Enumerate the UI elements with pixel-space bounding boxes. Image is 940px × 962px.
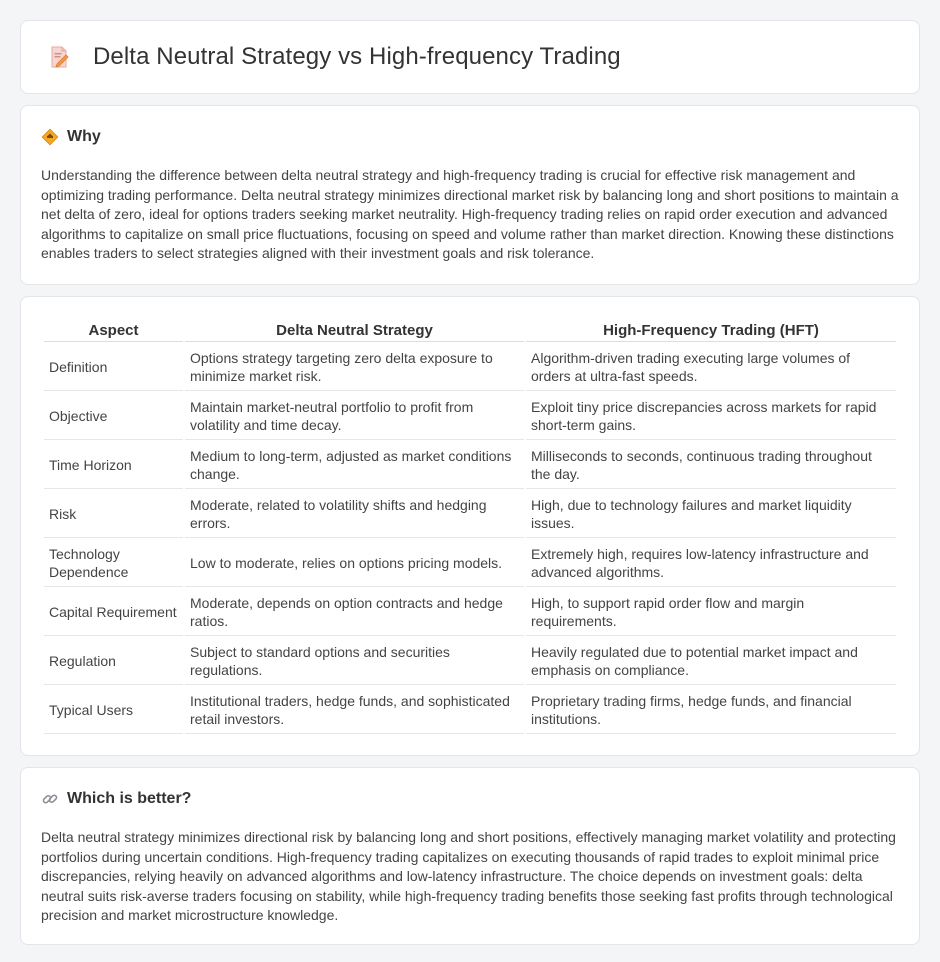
hft-cell: High, to support rapid order flow and margin requirements. (526, 589, 896, 636)
table-row (44, 491, 896, 538)
which-title: Which is better? (67, 790, 192, 807)
which-section (20, 767, 920, 945)
table-header-row (44, 319, 896, 342)
delta-neutral-cell: Moderate, related to volatility shifts and hedging errors. (185, 491, 524, 538)
table-row (44, 442, 896, 489)
delta-neutral-cell: Options strategy targeting zero delta exposure to minimize market risk. (185, 344, 524, 391)
title-card (20, 20, 920, 94)
hft-cell: High, due to technology failures and market liquidity issues. (526, 491, 896, 538)
aspect-cell: Objective (44, 393, 183, 440)
comparison-table-card (20, 296, 920, 756)
which-body: Delta neutral strategy minimizes directional risk by balancing long and short positions, effectively managing market volatility and protecting portfolios during uncertain conditions. High-frequency trading capitalizes on executing thousands of rapid trades to exploit minimal price discrepancies, relying heavily on advanced algorithms and low-latency infrastructure. The choice depends on investment goals: delta neutral suits risk-averse traders focusing on stability, while high-frequency trading benefits those seeking fast profits through technological precision and market microstructure knowledge. (41, 829, 896, 924)
hft-cell: Heavily regulated due to potential market impact and emphasis on compliance. (526, 638, 896, 685)
table-row (44, 344, 896, 391)
aspect-cell: Capital Requirement (44, 589, 183, 636)
why-body: Understanding the difference between delta neutral strategy and high-frequency trading is crucial for effective risk management and optimizing trading performance. Delta neutral strategy minimizes directional market risk by balancing long and short positions to maintain a net delta of zero, ideal for options traders seeking market neutrality. High-frequency trading relies on rapid order execution and advanced algorithms to capitalize on small price fluctuations, focusing on speed and volume rather than market direction. Knowing these distinctions enables traders to select strategies aligned with their investment goals and risk tolerance. (41, 167, 899, 262)
why-header (41, 128, 899, 146)
hft-cell: Exploit tiny price discrepancies across markets for rapid short-term gains. (526, 393, 896, 440)
table-row (44, 393, 896, 440)
document-edit-icon (47, 45, 71, 69)
aspect-cell: Risk (44, 491, 183, 538)
table-row (44, 687, 896, 734)
aspect-cell: Regulation (44, 638, 183, 685)
aspect-cell: Time Horizon (44, 442, 183, 489)
delta-neutral-cell: Medium to long-term, adjusted as market conditions change. (185, 442, 524, 489)
aspect-cell: Typical Users (44, 687, 183, 734)
table-row (44, 589, 896, 636)
aspect-cell: Technology Dependence (44, 540, 183, 587)
delta-neutral-cell: Institutional traders, hedge funds, and sophisticated retail investors. (185, 687, 524, 734)
hft-cell: Proprietary trading firms, hedge funds, and financial institutions. (526, 687, 896, 734)
which-header (41, 790, 899, 808)
link-icon (41, 790, 59, 808)
page-title: Delta Neutral Strategy vs High-frequency Trading (93, 43, 621, 70)
delta-neutral-cell: Low to moderate, relies on options pricing models. (185, 540, 524, 587)
why-section (20, 105, 920, 285)
why-title: Why (67, 128, 101, 145)
comparison-table (42, 317, 898, 736)
aspect-cell: Definition (44, 344, 183, 391)
delta-neutral-cell: Moderate, depends on option contracts and hedge ratios. (185, 589, 524, 636)
table-row (44, 638, 896, 685)
column-header-aspect: Aspect (44, 319, 183, 342)
column-header-delta-neutral: Delta Neutral Strategy (185, 319, 524, 342)
hft-cell: Algorithm-driven trading executing large volumes of orders at ultra-fast speeds. (526, 344, 896, 391)
column-header-hft: High-Frequency Trading (HFT) (526, 319, 896, 342)
delta-neutral-cell: Subject to standard options and securities regulations. (185, 638, 524, 685)
diamond-warning-icon (41, 128, 59, 146)
hft-cell: Milliseconds to seconds, continuous trading throughout the day. (526, 442, 896, 489)
hft-cell: Extremely high, requires low-latency infrastructure and advanced algorithms. (526, 540, 896, 587)
delta-neutral-cell: Maintain market-neutral portfolio to profit from volatility and time decay. (185, 393, 524, 440)
table-row (44, 540, 896, 587)
